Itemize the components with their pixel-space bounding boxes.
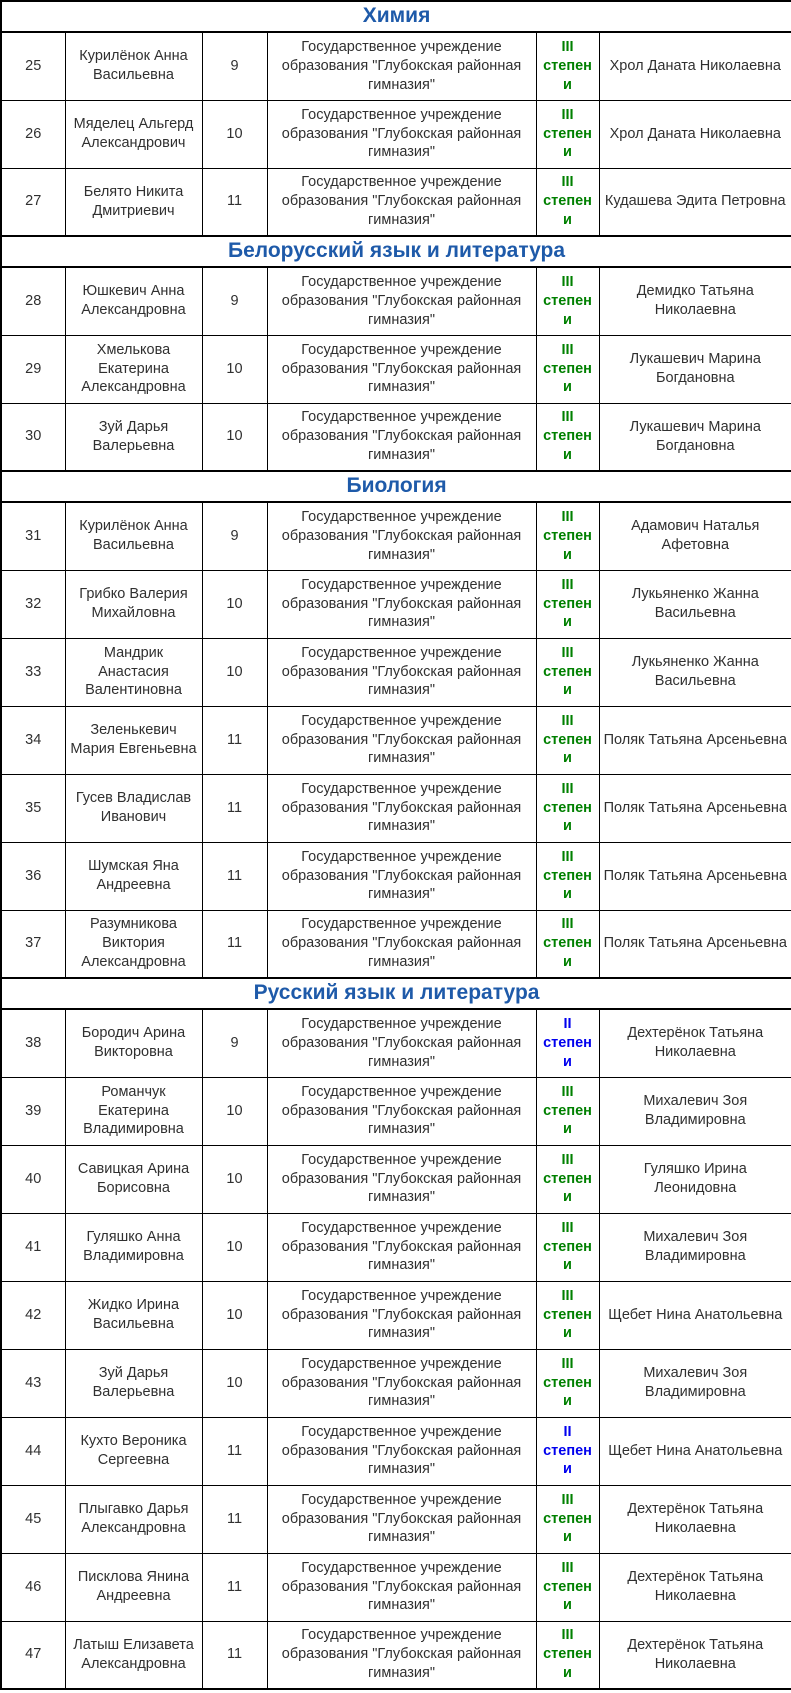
school-name-cell: Государственное учреждение образования "Глубокская районная гимназия" (267, 1417, 536, 1485)
student-name-cell: Грибко Валерия Михайловна (65, 570, 202, 638)
table-row (1, 32, 791, 100)
degree-cell: III степени (536, 842, 599, 910)
student-name-cell: Хмелькова Екатерина Александровна (65, 335, 202, 403)
grade-cell: 9 (202, 267, 267, 335)
grade-cell: 9 (202, 502, 267, 570)
row-number-cell: 31 (1, 502, 65, 570)
table-row (1, 1417, 791, 1485)
table-row (1, 774, 791, 842)
teacher-name-cell: Лукьяненко Жанна Васильевна (599, 570, 791, 638)
row-number-cell: 45 (1, 1485, 65, 1553)
student-name-cell: Латыш Елизавета Александровна (65, 1621, 202, 1689)
table-row (1, 1009, 791, 1077)
table-row (1, 1077, 791, 1145)
student-name-cell: Курилёнок Анна Васильевна (65, 502, 202, 570)
row-number-cell: 41 (1, 1213, 65, 1281)
grade-cell: 11 (202, 168, 267, 236)
table-row (1, 1145, 791, 1213)
teacher-name-cell: Михалевич Зоя Владимировна (599, 1349, 791, 1417)
row-number-cell: 43 (1, 1349, 65, 1417)
table-row (1, 1213, 791, 1281)
school-name-cell: Государственное учреждение образования "Глубокская районная гимназия" (267, 1621, 536, 1689)
grade-cell: 10 (202, 1281, 267, 1349)
student-name-cell: Гуляшко Анна Владимировна (65, 1213, 202, 1281)
degree-cell: III степени (536, 502, 599, 570)
teacher-name-cell: Поляк Татьяна Арсеньевна (599, 774, 791, 842)
degree-cell: III степени (536, 774, 599, 842)
awards-table-body (1, 1, 791, 1689)
table-row (1, 267, 791, 335)
degree-cell: III степени (536, 1349, 599, 1417)
table-row (1, 1281, 791, 1349)
table-row (1, 570, 791, 638)
row-number-cell: 25 (1, 32, 65, 100)
row-number-cell: 38 (1, 1009, 65, 1077)
school-name-cell: Государственное учреждение образования "Глубокская районная гимназия" (267, 842, 536, 910)
degree-cell: III степени (536, 1281, 599, 1349)
section-title: Биология (1, 471, 791, 502)
teacher-name-cell: Гуляшко Ирина Леонидовна (599, 1145, 791, 1213)
school-name-cell: Государственное учреждение образования "Глубокская районная гимназия" (267, 100, 536, 168)
section-title: Химия (1, 1, 791, 32)
degree-cell: III степени (536, 1621, 599, 1689)
student-name-cell: Разумникова Виктория Александровна (65, 910, 202, 978)
student-name-cell: Белято Никита Дмитриевич (65, 168, 202, 236)
section-title: Белорусский язык и литература (1, 236, 791, 267)
table-row (1, 502, 791, 570)
degree-cell: III степени (536, 1553, 599, 1621)
row-number-cell: 29 (1, 335, 65, 403)
teacher-name-cell: Дехтерёнок Татьяна Николаевна (599, 1553, 791, 1621)
grade-cell: 10 (202, 1213, 267, 1281)
section-header-row (1, 471, 791, 502)
grade-cell: 9 (202, 32, 267, 100)
teacher-name-cell: Дехтерёнок Татьяна Николаевна (599, 1009, 791, 1077)
row-number-cell: 36 (1, 842, 65, 910)
table-row (1, 842, 791, 910)
student-name-cell: Юшкевич Анна Александровна (65, 267, 202, 335)
grade-cell: 10 (202, 570, 267, 638)
row-number-cell: 47 (1, 1621, 65, 1689)
school-name-cell: Государственное учреждение образования "Глубокская районная гимназия" (267, 638, 536, 706)
degree-cell: III степени (536, 706, 599, 774)
teacher-name-cell: Хрол Даната Николаевна (599, 32, 791, 100)
student-name-cell: Савицкая Арина Борисовна (65, 1145, 202, 1213)
row-number-cell: 33 (1, 638, 65, 706)
teacher-name-cell: Лукашевич Марина Богдановна (599, 335, 791, 403)
row-number-cell: 37 (1, 910, 65, 978)
degree-cell: III степени (536, 1485, 599, 1553)
student-name-cell: Жидко Ирина Васильевна (65, 1281, 202, 1349)
row-number-cell: 44 (1, 1417, 65, 1485)
teacher-name-cell: Поляк Татьяна Арсеньевна (599, 910, 791, 978)
table-row (1, 1485, 791, 1553)
table-row (1, 335, 791, 403)
degree-cell: III степени (536, 910, 599, 978)
teacher-name-cell: Лукашевич Марина Богдановна (599, 403, 791, 471)
grade-cell: 10 (202, 1349, 267, 1417)
grade-cell: 11 (202, 1621, 267, 1689)
grade-cell: 10 (202, 638, 267, 706)
row-number-cell: 32 (1, 570, 65, 638)
student-name-cell: Бородич Арина Викторовна (65, 1009, 202, 1077)
student-name-cell: Курилёнок Анна Васильевна (65, 32, 202, 100)
table-row (1, 100, 791, 168)
teacher-name-cell: Кудашева Эдита Петровна (599, 168, 791, 236)
row-number-cell: 27 (1, 168, 65, 236)
section-title: Русский язык и литература (1, 978, 791, 1009)
degree-cell: III степени (536, 335, 599, 403)
degree-cell: III степени (536, 1213, 599, 1281)
student-name-cell: Романчук Екатерина Владимировна (65, 1077, 202, 1145)
school-name-cell: Государственное учреждение образования "Глубокская районная гимназия" (267, 706, 536, 774)
section-header-row (1, 236, 791, 267)
degree-cell: III степени (536, 32, 599, 100)
teacher-name-cell: Дехтерёнок Татьяна Николаевна (599, 1485, 791, 1553)
grade-cell: 11 (202, 1417, 267, 1485)
school-name-cell: Государственное учреждение образования "Глубокская районная гимназия" (267, 570, 536, 638)
grade-cell: 10 (202, 335, 267, 403)
teacher-name-cell: Щебет Нина Анатольевна (599, 1281, 791, 1349)
student-name-cell: Кухто Вероника Сергеевна (65, 1417, 202, 1485)
table-row (1, 168, 791, 236)
degree-cell: III степени (536, 100, 599, 168)
teacher-name-cell: Дехтерёнок Татьяна Николаевна (599, 1621, 791, 1689)
school-name-cell: Государственное учреждение образования "Глубокская районная гимназия" (267, 335, 536, 403)
school-name-cell: Государственное учреждение образования "Глубокская районная гимназия" (267, 168, 536, 236)
grade-cell: 10 (202, 1145, 267, 1213)
table-row (1, 910, 791, 978)
student-name-cell: Мандрик Анастасия Валентиновна (65, 638, 202, 706)
teacher-name-cell: Щебет Нина Анатольевна (599, 1417, 791, 1485)
school-name-cell: Государственное учреждение образования "Глубокская районная гимназия" (267, 1213, 536, 1281)
row-number-cell: 46 (1, 1553, 65, 1621)
student-name-cell: Мяделец Альгерд Александрович (65, 100, 202, 168)
table-row (1, 1349, 791, 1417)
teacher-name-cell: Демидко Татьяна Николаевна (599, 267, 791, 335)
student-name-cell: Зуй Дарья Валерьевна (65, 1349, 202, 1417)
school-name-cell: Государственное учреждение образования "Глубокская районная гимназия" (267, 1145, 536, 1213)
school-name-cell: Государственное учреждение образования "Глубокская районная гимназия" (267, 1349, 536, 1417)
row-number-cell: 30 (1, 403, 65, 471)
school-name-cell: Государственное учреждение образования "Глубокская районная гимназия" (267, 32, 536, 100)
teacher-name-cell: Хрол Даната Николаевна (599, 100, 791, 168)
section-header-row (1, 1, 791, 32)
degree-cell: III степени (536, 168, 599, 236)
grade-cell: 11 (202, 910, 267, 978)
teacher-name-cell: Михалевич Зоя Владимировна (599, 1077, 791, 1145)
table-row (1, 403, 791, 471)
grade-cell: 11 (202, 774, 267, 842)
degree-cell: III степени (536, 570, 599, 638)
student-name-cell: Шумская Яна Андреевна (65, 842, 202, 910)
degree-cell: III степени (536, 1077, 599, 1145)
student-name-cell: Гусев Владислав Иванович (65, 774, 202, 842)
degree-cell: II степени (536, 1417, 599, 1485)
row-number-cell: 26 (1, 100, 65, 168)
row-number-cell: 34 (1, 706, 65, 774)
school-name-cell: Государственное учреждение образования "Глубокская районная гимназия" (267, 267, 536, 335)
student-name-cell: Зеленькевич Мария Евгеньевна (65, 706, 202, 774)
school-name-cell: Государственное учреждение образования "Глубокская районная гимназия" (267, 1009, 536, 1077)
school-name-cell: Государственное учреждение образования "Глубокская районная гимназия" (267, 1281, 536, 1349)
table-row (1, 706, 791, 774)
degree-cell: III степени (536, 403, 599, 471)
grade-cell: 10 (202, 403, 267, 471)
teacher-name-cell: Михалевич Зоя Владимировна (599, 1213, 791, 1281)
row-number-cell: 35 (1, 774, 65, 842)
teacher-name-cell: Лукьяненко Жанна Васильевна (599, 638, 791, 706)
row-number-cell: 39 (1, 1077, 65, 1145)
table-row (1, 1621, 791, 1689)
grade-cell: 9 (202, 1009, 267, 1077)
degree-cell: III степени (536, 267, 599, 335)
section-header-row (1, 978, 791, 1009)
grade-cell: 10 (202, 100, 267, 168)
teacher-name-cell: Поляк Татьяна Арсеньевна (599, 706, 791, 774)
school-name-cell: Государственное учреждение образования "Глубокская районная гимназия" (267, 403, 536, 471)
table-row (1, 638, 791, 706)
row-number-cell: 28 (1, 267, 65, 335)
school-name-cell: Государственное учреждение образования "Глубокская районная гимназия" (267, 1553, 536, 1621)
school-name-cell: Государственное учреждение образования "Глубокская районная гимназия" (267, 774, 536, 842)
table-row (1, 1553, 791, 1621)
degree-cell: II степени (536, 1009, 599, 1077)
student-name-cell: Плыгавко Дарья Александровна (65, 1485, 202, 1553)
student-name-cell: Писклова Янина Андреевна (65, 1553, 202, 1621)
student-name-cell: Зуй Дарья Валерьевна (65, 403, 202, 471)
grade-cell: 11 (202, 842, 267, 910)
teacher-name-cell: Адамович Наталья Афетовна (599, 502, 791, 570)
school-name-cell: Государственное учреждение образования "Глубокская районная гимназия" (267, 1485, 536, 1553)
school-name-cell: Государственное учреждение образования "Глубокская районная гимназия" (267, 502, 536, 570)
degree-cell: III степени (536, 1145, 599, 1213)
row-number-cell: 42 (1, 1281, 65, 1349)
school-name-cell: Государственное учреждение образования "Глубокская районная гимназия" (267, 1077, 536, 1145)
degree-cell: III степени (536, 638, 599, 706)
grade-cell: 11 (202, 1485, 267, 1553)
row-number-cell: 40 (1, 1145, 65, 1213)
grade-cell: 11 (202, 1553, 267, 1621)
grade-cell: 10 (202, 1077, 267, 1145)
teacher-name-cell: Поляк Татьяна Арсеньевна (599, 842, 791, 910)
grade-cell: 11 (202, 706, 267, 774)
school-name-cell: Государственное учреждение образования "Глубокская районная гимназия" (267, 910, 536, 978)
